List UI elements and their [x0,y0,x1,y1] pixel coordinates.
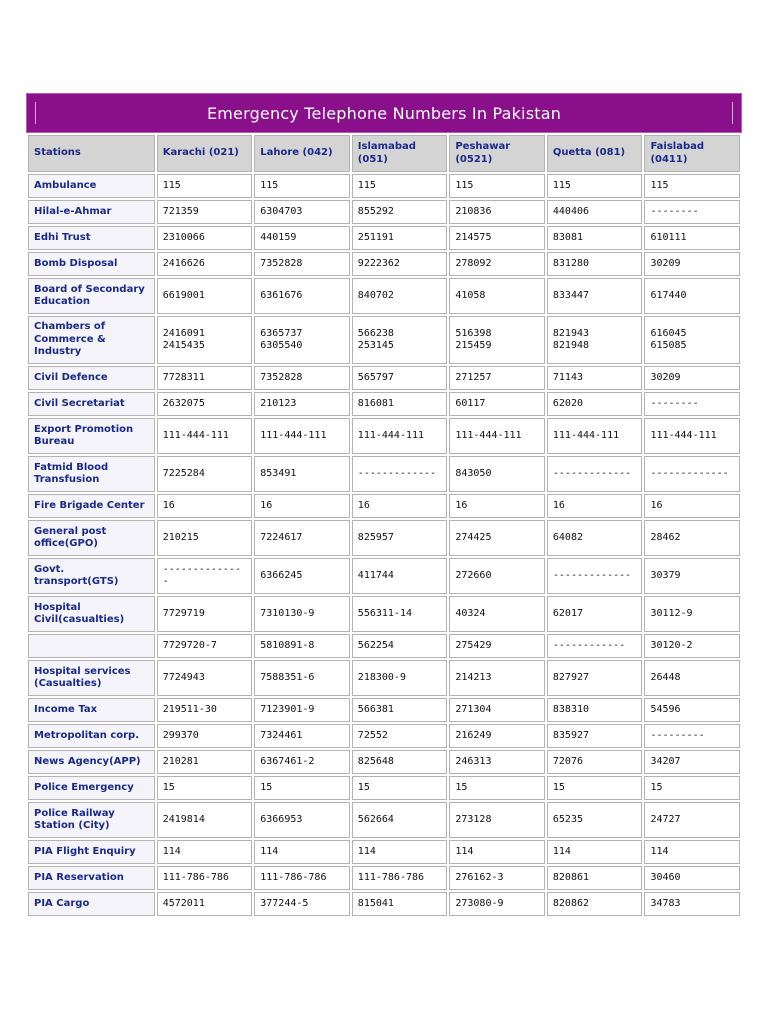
table-row [28,252,740,276]
phone-number-cell: 7310130-9 [254,596,350,632]
phone-number-cell: 251191 [352,226,448,250]
header-quetta: Quetta (081) [547,135,643,172]
phone-number-cell: 114 [254,840,350,864]
phone-number-cell: 15 [352,776,448,800]
phone-number-cell: 825957 [352,520,448,556]
phone-number-cell: 840702 [352,278,448,314]
phone-number-cell: 556311-14 [352,596,448,632]
phone-number-cell: 566381 [352,698,448,722]
phone-number-cell: 16 [449,494,545,518]
table-row [28,558,740,594]
phone-number-cell: 71143 [547,366,643,390]
phone-number-cell: 218300-9 [352,660,448,696]
phone-number-cell: 15 [254,776,350,800]
phone-number-cell: 617440 [644,278,740,314]
phone-number-cell: 853491 [254,456,350,492]
phone-number-cell: 610111 [644,226,740,250]
phone-number-cell: 115 [157,174,253,198]
table-row [28,226,740,250]
phone-number-cell: 565797 [352,366,448,390]
phone-number-cell: 210836 [449,200,545,224]
phone-number-cell: 72076 [547,750,643,774]
phone-number-cell: 2416626 [157,252,253,276]
table-row [28,278,740,314]
emergency-numbers-table [26,133,742,918]
phone-number-cell: 114 [157,840,253,864]
phone-number-cell: 65235 [547,802,643,838]
table-row [28,892,740,916]
phone-number-cell: 30209 [644,252,740,276]
header-stations: Stations [28,135,155,172]
table-row [28,366,740,390]
phone-number-cell: 115 [644,174,740,198]
header-peshawar: Peshawar (0521) [449,135,545,172]
phone-number-cell: 16 [644,494,740,518]
table-row [28,174,740,198]
table-row [28,520,740,556]
emergency-numbers-panel [26,93,742,918]
phone-number-cell: 440406 [547,200,643,224]
phone-number-cell: 274425 [449,520,545,556]
station-name-cell: News Agency(APP) [28,750,155,774]
phone-number-cell: 827927 [547,660,643,696]
phone-number-cell: 516398 215459 [449,316,545,364]
station-name-cell: Income Tax [28,698,155,722]
phone-number-cell: 7225284 [157,456,253,492]
header-lahore: Lahore (042) [254,135,350,172]
phone-number-cell: 214213 [449,660,545,696]
page-title: Emergency Telephone Numbers In Pakistan [206,103,562,123]
table-row [28,776,740,800]
station-name-cell: Police Emergency [28,776,155,800]
station-name-cell: Civil Defence [28,366,155,390]
phone-number-cell: 440159 [254,226,350,250]
phone-number-cell: 210123 [254,392,350,416]
phone-number-cell: 15 [449,776,545,800]
table-row [28,316,740,364]
phone-number-cell: 30112-9 [644,596,740,632]
phone-number-cell: 278092 [449,252,545,276]
phone-number-cell: 7123901-9 [254,698,350,722]
phone-number-cell: 2310066 [157,226,253,250]
phone-number-cell: 114 [352,840,448,864]
table-row [28,596,740,632]
phone-number-cell: 4572011 [157,892,253,916]
phone-number-cell: 111-786-786 [352,866,448,890]
phone-number-cell: 6365737 6305540 [254,316,350,364]
phone-number-cell: 62017 [547,596,643,632]
station-name-cell: Hospital services (Casualties) [28,660,155,696]
phone-number-cell: ------------- [547,456,643,492]
table-row [28,494,740,518]
phone-number-cell: 6304703 [254,200,350,224]
phone-number-cell: 216249 [449,724,545,748]
station-name-cell: Chambers of Commerce & Industry [28,316,155,364]
phone-number-cell: 115 [352,174,448,198]
phone-number-cell: 214575 [449,226,545,250]
phone-number-cell: 843050 [449,456,545,492]
phone-number-cell: 16 [547,494,643,518]
phone-number-cell: 34207 [644,750,740,774]
phone-number-cell: 825648 [352,750,448,774]
phone-number-cell: 111-444-111 [157,418,253,454]
phone-number-cell: 40324 [449,596,545,632]
station-name-cell: General post office(GPO) [28,520,155,556]
station-name-cell: Ambulance [28,174,155,198]
phone-number-cell: 7724943 [157,660,253,696]
station-name-cell [28,634,155,658]
phone-number-cell: 275429 [449,634,545,658]
phone-number-cell: 64082 [547,520,643,556]
phone-number-cell: 115 [547,174,643,198]
phone-number-cell: 7352828 [254,366,350,390]
phone-number-cell: 30120-2 [644,634,740,658]
phone-number-cell: 833447 [547,278,643,314]
table-row [28,392,740,416]
phone-number-cell: 111-444-111 [547,418,643,454]
phone-number-cell: 7588351-6 [254,660,350,696]
phone-number-cell: 9222362 [352,252,448,276]
station-name-cell: PIA Reservation [28,866,155,890]
phone-number-cell: 111-786-786 [157,866,253,890]
phone-number-cell: 616045 615085 [644,316,740,364]
table-body [28,174,740,916]
phone-number-cell: 271257 [449,366,545,390]
phone-number-cell: 16 [352,494,448,518]
phone-number-cell: ------------- [644,456,740,492]
phone-number-cell: 7729720-7 [157,634,253,658]
phone-number-cell: 7729719 [157,596,253,632]
station-name-cell: Govt. transport(GTS) [28,558,155,594]
phone-number-cell: ------------- [547,558,643,594]
table-row [28,724,740,748]
station-name-cell: Civil Secretariat [28,392,155,416]
phone-number-cell: 855292 [352,200,448,224]
station-name-cell: Bomb Disposal [28,252,155,276]
phone-number-cell: 2419814 [157,802,253,838]
phone-number-cell: 273128 [449,802,545,838]
station-name-cell: Export Promotion Bureau [28,418,155,454]
phone-number-cell: 30460 [644,866,740,890]
phone-number-cell: 30209 [644,366,740,390]
phone-number-cell: 115 [449,174,545,198]
phone-number-cell: 111-444-111 [449,418,545,454]
phone-number-cell: 111-786-786 [254,866,350,890]
phone-number-cell: --------- [644,724,740,748]
phone-number-cell: 210281 [157,750,253,774]
phone-number-cell: 6619001 [157,278,253,314]
phone-number-cell: 54596 [644,698,740,722]
phone-number-cell: 24727 [644,802,740,838]
phone-number-cell: 246313 [449,750,545,774]
phone-number-cell: 15 [644,776,740,800]
header-karachi: Karachi (021) [157,135,253,172]
phone-number-cell: 83081 [547,226,643,250]
station-name-cell: Board of Secondary Education [28,278,155,314]
phone-number-cell: 820861 [547,866,643,890]
phone-number-cell: 6366953 [254,802,350,838]
phone-number-cell: 7224617 [254,520,350,556]
phone-number-cell: 210215 [157,520,253,556]
phone-number-cell: 16 [254,494,350,518]
phone-number-cell: 41058 [449,278,545,314]
phone-number-cell: 562664 [352,802,448,838]
phone-number-cell: 838310 [547,698,643,722]
phone-number-cell: 566238 253145 [352,316,448,364]
station-name-cell: Fire Brigade Center [28,494,155,518]
phone-number-cell: 15 [157,776,253,800]
phone-number-cell: 831280 [547,252,643,276]
phone-number-cell: -------- [644,200,740,224]
phone-number-cell: 7352828 [254,252,350,276]
phone-number-cell: 28462 [644,520,740,556]
phone-number-cell: 60117 [449,392,545,416]
phone-number-cell: 815041 [352,892,448,916]
phone-number-cell: 15 [547,776,643,800]
station-name-cell: Hospital Civil(casualties) [28,596,155,632]
table-row [28,866,740,890]
station-name-cell: PIA Flight Enquiry [28,840,155,864]
phone-number-cell: 6361676 [254,278,350,314]
phone-number-cell: 62020 [547,392,643,416]
phone-number-cell: 562254 [352,634,448,658]
table-row [28,802,740,838]
phone-number-cell: 72552 [352,724,448,748]
title-bar [26,93,742,133]
table-row [28,660,740,696]
phone-number-cell: 7324461 [254,724,350,748]
table-row [28,456,740,492]
station-name-cell: Fatmid Blood Transfusion [28,456,155,492]
phone-number-cell: ------------- [352,456,448,492]
station-name-cell: PIA Cargo [28,892,155,916]
header-row [28,135,740,172]
table-row [28,200,740,224]
station-name-cell: Edhi Trust [28,226,155,250]
phone-number-cell: 411744 [352,558,448,594]
phone-number-cell: 816081 [352,392,448,416]
phone-number-cell: 377244-5 [254,892,350,916]
phone-number-cell: ------------ [547,634,643,658]
phone-number-cell: 6367461-2 [254,750,350,774]
phone-number-cell: 299370 [157,724,253,748]
table-row [28,418,740,454]
table-row [28,840,740,864]
phone-number-cell: 114 [644,840,740,864]
phone-number-cell: 2416091 2415435 [157,316,253,364]
phone-number-cell: 111-444-111 [352,418,448,454]
station-name-cell: Metropolitan corp. [28,724,155,748]
phone-number-cell: -------- [644,392,740,416]
phone-number-cell: 820862 [547,892,643,916]
phone-number-cell: 273080-9 [449,892,545,916]
phone-number-cell: 6366245 [254,558,350,594]
phone-number-cell: 114 [449,840,545,864]
phone-number-cell: -------------- [157,558,253,594]
phone-number-cell: 271304 [449,698,545,722]
phone-number-cell: 115 [254,174,350,198]
station-name-cell: Police Railway Station (City) [28,802,155,838]
phone-number-cell: 2632075 [157,392,253,416]
header-faislabad: Faislabad (0411) [644,135,740,172]
table-row [28,634,740,658]
phone-number-cell: 111-444-111 [254,418,350,454]
phone-number-cell: 111-444-111 [644,418,740,454]
phone-number-cell: 219511-30 [157,698,253,722]
phone-number-cell: 26448 [644,660,740,696]
phone-number-cell: 276162-3 [449,866,545,890]
table-row [28,698,740,722]
phone-number-cell: 7728311 [157,366,253,390]
phone-number-cell: 835927 [547,724,643,748]
table-row [28,750,740,774]
phone-number-cell: 721359 [157,200,253,224]
phone-number-cell: 821943 821948 [547,316,643,364]
phone-number-cell: 16 [157,494,253,518]
phone-number-cell: 30379 [644,558,740,594]
header-islamabad: Islamabad (051) [352,135,448,172]
phone-number-cell: 34783 [644,892,740,916]
station-name-cell: Hilal-e-Ahmar [28,200,155,224]
phone-number-cell: 5810891-8 [254,634,350,658]
phone-number-cell: 114 [547,840,643,864]
phone-number-cell: 272660 [449,558,545,594]
